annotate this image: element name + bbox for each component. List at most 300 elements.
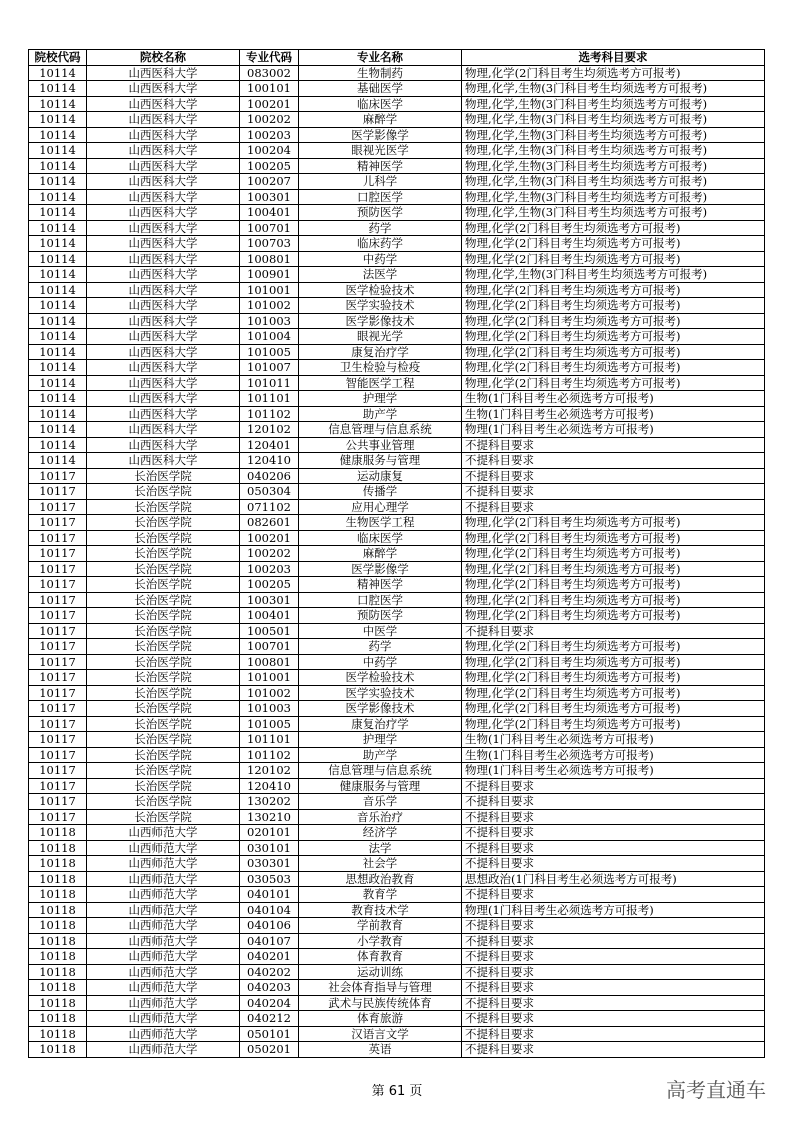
subject-requirement-cell: 生物(1门科目考生必须选考方可报考)	[462, 406, 765, 422]
subject-requirement-cell: 思想政治(1门科目考生必须选考方可报考)	[462, 871, 765, 887]
major-code-cell: 101003	[240, 701, 299, 717]
subject-requirement-cell: 不提科目要求	[462, 918, 765, 934]
subject-requirement-cell: 物理,化学(2门科目考生均须选考方可报考)	[462, 313, 765, 329]
school-code-cell: 10114	[29, 251, 87, 267]
major-name-cell: 药学	[299, 639, 462, 655]
subject-requirement-cell: 物理,化学(2门科目考生均须选考方可报考)	[462, 251, 765, 267]
major-code-cell: 100401	[240, 205, 299, 221]
table-row	[29, 670, 765, 686]
school-code-cell: 10114	[29, 453, 87, 469]
major-name-cell: 英语	[299, 1042, 462, 1058]
major-name-cell: 医学影像技术	[299, 701, 462, 717]
school-code-cell: 10114	[29, 205, 87, 221]
table-row	[29, 995, 765, 1011]
major-code-cell: 100207	[240, 174, 299, 190]
school-name-cell: 山西医科大学	[87, 112, 240, 128]
school-code-cell: 10118	[29, 933, 87, 949]
subject-requirement-cell: 不提科目要求	[462, 887, 765, 903]
table-row	[29, 406, 765, 422]
school-name-cell: 山西医科大学	[87, 453, 240, 469]
subject-requirement-cell: 物理,化学,生物(3门科目考生均须选考方可报考)	[462, 205, 765, 221]
table-row	[29, 453, 765, 469]
school-name-cell: 山西医科大学	[87, 65, 240, 81]
major-name-cell: 音乐学	[299, 794, 462, 810]
school-name-cell: 山西医科大学	[87, 313, 240, 329]
major-code-cell: 100301	[240, 189, 299, 205]
page-number: 第 61 页	[371, 1084, 423, 1099]
header-major-code: 专业代码	[240, 50, 299, 66]
school-name-cell: 山西师范大学	[87, 995, 240, 1011]
school-code-cell: 10118	[29, 980, 87, 996]
major-code-cell: 100204	[240, 143, 299, 159]
subject-requirement-cell: 物理,化学,生物(3门科目考生均须选考方可报考)	[462, 189, 765, 205]
major-name-cell: 精神医学	[299, 158, 462, 174]
school-name-cell: 山西医科大学	[87, 174, 240, 190]
school-code-cell: 10117	[29, 763, 87, 779]
major-code-cell: 050101	[240, 1026, 299, 1042]
table-row	[29, 809, 765, 825]
subject-requirement-cell: 物理,化学,生物(3门科目考生均须选考方可报考)	[462, 127, 765, 143]
table-row	[29, 298, 765, 314]
major-code-cell: 101102	[240, 747, 299, 763]
school-name-cell: 长治医学院	[87, 577, 240, 593]
major-code-cell: 040106	[240, 918, 299, 934]
school-code-cell: 10117	[29, 670, 87, 686]
school-name-cell: 长治医学院	[87, 499, 240, 515]
school-name-cell: 长治医学院	[87, 608, 240, 624]
school-code-cell: 10117	[29, 685, 87, 701]
subject-requirement-cell: 不提科目要求	[462, 1026, 765, 1042]
subject-requirement-cell: 物理,化学(2门科目考生均须选考方可报考)	[462, 530, 765, 546]
table-row	[29, 391, 765, 407]
major-name-cell: 基础医学	[299, 81, 462, 97]
subject-requirement-cell: 物理,化学,生物(3门科目考生均须选考方可报考)	[462, 81, 765, 97]
subject-requirement-cell: 物理,化学,生物(3门科目考生均须选考方可报考)	[462, 158, 765, 174]
school-name-cell: 山西医科大学	[87, 422, 240, 438]
table-row	[29, 329, 765, 345]
major-code-cell: 020101	[240, 825, 299, 841]
table-row	[29, 468, 765, 484]
subject-requirement-cell: 物理,化学(2门科目考生均须选考方可报考)	[462, 546, 765, 562]
subject-requirement-cell: 物理,化学(2门科目考生均须选考方可报考)	[462, 360, 765, 376]
major-name-cell: 体育教育	[299, 949, 462, 965]
major-code-cell: 030301	[240, 856, 299, 872]
major-name-cell: 运动康复	[299, 468, 462, 484]
school-code-cell: 10118	[29, 918, 87, 934]
school-code-cell: 10114	[29, 220, 87, 236]
major-code-cell: 100701	[240, 639, 299, 655]
header-school-name: 院校名称	[87, 50, 240, 66]
school-name-cell: 山西医科大学	[87, 267, 240, 283]
table-row	[29, 561, 765, 577]
brand-watermark: 高考直通车	[666, 1078, 766, 1102]
major-name-cell: 预防医学	[299, 205, 462, 221]
school-name-cell: 山西医科大学	[87, 406, 240, 422]
table-row	[29, 856, 765, 872]
major-name-cell: 医学实验技术	[299, 685, 462, 701]
major-code-cell: 100701	[240, 220, 299, 236]
school-code-cell: 10117	[29, 747, 87, 763]
major-name-cell: 卫生检验与检疫	[299, 360, 462, 376]
subject-requirement-cell: 不提科目要求	[462, 933, 765, 949]
subject-requirement-cell: 物理,化学(2门科目考生均须选考方可报考)	[462, 344, 765, 360]
school-code-cell: 10114	[29, 96, 87, 112]
school-code-cell: 10117	[29, 654, 87, 670]
school-code-cell: 10114	[29, 422, 87, 438]
subject-requirement-cell: 物理,化学(2门科目考生均须选考方可报考)	[462, 639, 765, 655]
subject-requirement-cell: 不提科目要求	[462, 1011, 765, 1027]
subject-requirement-cell: 物理,化学(2门科目考生均须选考方可报考)	[462, 592, 765, 608]
school-code-cell: 10117	[29, 608, 87, 624]
subject-requirement-cell: 不提科目要求	[462, 964, 765, 980]
major-name-cell: 麻醉学	[299, 546, 462, 562]
school-name-cell: 山西医科大学	[87, 329, 240, 345]
subject-requirement-cell: 不提科目要求	[462, 980, 765, 996]
major-code-cell: 082601	[240, 515, 299, 531]
major-name-cell: 医学实验技术	[299, 298, 462, 314]
school-name-cell: 山西医科大学	[87, 81, 240, 97]
major-code-cell: 100301	[240, 592, 299, 608]
school-name-cell: 长治医学院	[87, 794, 240, 810]
school-name-cell: 山西医科大学	[87, 360, 240, 376]
school-name-cell: 长治医学院	[87, 623, 240, 639]
major-name-cell: 中医学	[299, 623, 462, 639]
school-name-cell: 长治医学院	[87, 778, 240, 794]
header-school-code: 院校代码	[29, 50, 87, 66]
header-row	[29, 50, 765, 66]
table-row	[29, 964, 765, 980]
table-row	[29, 96, 765, 112]
major-name-cell: 信息管理与信息系统	[299, 763, 462, 779]
subject-requirement-cell: 物理,化学(2门科目考生均须选考方可报考)	[462, 716, 765, 732]
major-code-cell: 120401	[240, 437, 299, 453]
subject-requirement-cell: 物理,化学(2门科目考生均须选考方可报考)	[462, 577, 765, 593]
school-code-cell: 10117	[29, 639, 87, 655]
school-code-cell: 10117	[29, 530, 87, 546]
major-code-cell: 100703	[240, 236, 299, 252]
subject-requirement-cell: 物理,化学(2门科目考生均须选考方可报考)	[462, 670, 765, 686]
school-code-cell: 10114	[29, 65, 87, 81]
subject-requirement-cell: 不提科目要求	[462, 468, 765, 484]
school-code-cell: 10118	[29, 1026, 87, 1042]
subject-requirement-cell: 生物(1门科目考生必须选考方可报考)	[462, 732, 765, 748]
table-row	[29, 732, 765, 748]
school-code-cell: 10114	[29, 375, 87, 391]
school-name-cell: 长治医学院	[87, 809, 240, 825]
major-code-cell: 101003	[240, 313, 299, 329]
school-name-cell: 山西医科大学	[87, 189, 240, 205]
header-major-name: 专业名称	[299, 50, 462, 66]
school-name-cell: 山西师范大学	[87, 825, 240, 841]
table-row	[29, 360, 765, 376]
school-name-cell: 长治医学院	[87, 763, 240, 779]
major-name-cell: 康复治疗学	[299, 344, 462, 360]
table-row	[29, 887, 765, 903]
major-code-cell: 040104	[240, 902, 299, 918]
major-name-cell: 护理学	[299, 391, 462, 407]
subject-requirement-cell: 不提科目要求	[462, 1042, 765, 1058]
major-code-cell: 100205	[240, 577, 299, 593]
subject-requirement-cell: 不提科目要求	[462, 949, 765, 965]
school-code-cell: 10114	[29, 313, 87, 329]
major-code-cell: 100203	[240, 127, 299, 143]
subject-requirement-cell: 物理,化学,生物(3门科目考生均须选考方可报考)	[462, 143, 765, 159]
major-code-cell: 100202	[240, 112, 299, 128]
table-row	[29, 267, 765, 283]
school-code-cell: 10117	[29, 623, 87, 639]
school-code-cell: 10114	[29, 329, 87, 345]
school-name-cell: 长治医学院	[87, 592, 240, 608]
school-code-cell: 10117	[29, 468, 87, 484]
major-code-cell: 030503	[240, 871, 299, 887]
school-code-cell: 10117	[29, 561, 87, 577]
school-code-cell: 10114	[29, 236, 87, 252]
school-code-cell: 10114	[29, 81, 87, 97]
table-row	[29, 127, 765, 143]
major-code-cell: 100202	[240, 546, 299, 562]
table-row	[29, 112, 765, 128]
major-code-cell: 130202	[240, 794, 299, 810]
major-code-cell: 030101	[240, 840, 299, 856]
school-code-cell: 10114	[29, 174, 87, 190]
major-code-cell: 040206	[240, 468, 299, 484]
school-name-cell: 山西师范大学	[87, 949, 240, 965]
subject-requirement-cell: 不提科目要求	[462, 856, 765, 872]
subject-requirement-cell: 不提科目要求	[462, 778, 765, 794]
school-code-cell: 10114	[29, 158, 87, 174]
school-name-cell: 山西医科大学	[87, 220, 240, 236]
major-code-cell: 040101	[240, 887, 299, 903]
major-code-cell: 083002	[240, 65, 299, 81]
major-name-cell: 康复治疗学	[299, 716, 462, 732]
school-name-cell: 山西师范大学	[87, 918, 240, 934]
major-code-cell: 050201	[240, 1042, 299, 1058]
major-code-cell: 120410	[240, 778, 299, 794]
school-code-cell: 10114	[29, 267, 87, 283]
table-row	[29, 220, 765, 236]
school-code-cell: 10114	[29, 298, 87, 314]
major-name-cell: 生物制药	[299, 65, 462, 81]
school-name-cell: 长治医学院	[87, 670, 240, 686]
major-name-cell: 社会体育指导与管理	[299, 980, 462, 996]
major-code-cell: 040212	[240, 1011, 299, 1027]
school-code-cell: 10118	[29, 840, 87, 856]
major-code-cell: 101101	[240, 391, 299, 407]
school-name-cell: 山西医科大学	[87, 143, 240, 159]
table-row	[29, 716, 765, 732]
school-name-cell: 山西师范大学	[87, 980, 240, 996]
school-code-cell: 10114	[29, 112, 87, 128]
major-code-cell: 100801	[240, 654, 299, 670]
major-code-cell: 101101	[240, 732, 299, 748]
subject-requirement-cell: 不提科目要求	[462, 794, 765, 810]
major-name-cell: 中药学	[299, 654, 462, 670]
major-name-cell: 儿科学	[299, 174, 462, 190]
table-row	[29, 143, 765, 159]
school-name-cell: 长治医学院	[87, 654, 240, 670]
table-row	[29, 778, 765, 794]
subject-requirement-cell: 物理,化学,生物(3门科目考生均须选考方可报考)	[462, 174, 765, 190]
subject-requirement-cell: 不提科目要求	[462, 499, 765, 515]
table-row	[29, 871, 765, 887]
major-name-cell: 音乐治疗	[299, 809, 462, 825]
school-code-cell: 10117	[29, 778, 87, 794]
major-code-cell: 100401	[240, 608, 299, 624]
major-code-cell: 100205	[240, 158, 299, 174]
major-code-cell: 040204	[240, 995, 299, 1011]
major-name-cell: 临床医学	[299, 530, 462, 546]
table-row	[29, 422, 765, 438]
school-code-cell: 10118	[29, 825, 87, 841]
major-name-cell: 应用心理学	[299, 499, 462, 515]
table-row	[29, 639, 765, 655]
school-name-cell: 长治医学院	[87, 515, 240, 531]
major-name-cell: 医学影像技术	[299, 313, 462, 329]
major-name-cell: 智能医学工程	[299, 375, 462, 391]
table-row	[29, 654, 765, 670]
school-name-cell: 长治医学院	[87, 484, 240, 500]
table-row	[29, 205, 765, 221]
table-row	[29, 701, 765, 717]
subject-requirement-cell: 物理(1门科目考生必须选考方可报考)	[462, 763, 765, 779]
table-row	[29, 81, 765, 97]
major-code-cell: 101004	[240, 329, 299, 345]
major-code-cell: 100201	[240, 530, 299, 546]
subject-requirement-cell: 物理,化学(2门科目考生均须选考方可报考)	[462, 701, 765, 717]
subject-requirement-cell: 不提科目要求	[462, 437, 765, 453]
major-name-cell: 公共事业管理	[299, 437, 462, 453]
major-name-cell: 临床医学	[299, 96, 462, 112]
major-name-cell: 医学检验技术	[299, 282, 462, 298]
table-row	[29, 577, 765, 593]
subject-requirement-cell: 物理,化学,生物(3门科目考生均须选考方可报考)	[462, 267, 765, 283]
table-row	[29, 763, 765, 779]
school-name-cell: 山西医科大学	[87, 375, 240, 391]
major-code-cell: 050304	[240, 484, 299, 500]
school-code-cell: 10114	[29, 437, 87, 453]
school-name-cell: 山西医科大学	[87, 127, 240, 143]
school-name-cell: 山西师范大学	[87, 887, 240, 903]
major-code-cell: 100801	[240, 251, 299, 267]
major-name-cell: 武术与民族传统体育	[299, 995, 462, 1011]
school-name-cell: 长治医学院	[87, 716, 240, 732]
major-code-cell: 040202	[240, 964, 299, 980]
school-name-cell: 长治医学院	[87, 701, 240, 717]
school-name-cell: 山西师范大学	[87, 856, 240, 872]
subject-requirement-cell: 不提科目要求	[462, 484, 765, 500]
school-name-cell: 山西医科大学	[87, 437, 240, 453]
school-code-cell: 10117	[29, 546, 87, 562]
school-name-cell: 山西医科大学	[87, 96, 240, 112]
table-row	[29, 344, 765, 360]
major-name-cell: 口腔医学	[299, 592, 462, 608]
subject-requirement-cell: 不提科目要求	[462, 825, 765, 841]
subject-requirement-cell: 物理,化学(2门科目考生均须选考方可报考)	[462, 515, 765, 531]
school-code-cell: 10117	[29, 732, 87, 748]
school-code-cell: 10117	[29, 577, 87, 593]
major-code-cell: 040201	[240, 949, 299, 965]
table-row	[29, 623, 765, 639]
major-code-cell: 040107	[240, 933, 299, 949]
major-name-cell: 口腔医学	[299, 189, 462, 205]
school-code-cell: 10117	[29, 794, 87, 810]
table-row	[29, 794, 765, 810]
school-name-cell: 长治医学院	[87, 546, 240, 562]
table-row	[29, 1042, 765, 1058]
school-code-cell: 10114	[29, 282, 87, 298]
major-code-cell: 101001	[240, 670, 299, 686]
school-name-cell: 山西医科大学	[87, 391, 240, 407]
school-name-cell: 长治医学院	[87, 468, 240, 484]
school-name-cell: 山西师范大学	[87, 840, 240, 856]
table-row	[29, 236, 765, 252]
school-code-cell: 10118	[29, 964, 87, 980]
school-code-cell: 10118	[29, 1011, 87, 1027]
subject-requirement-cell: 不提科目要求	[462, 840, 765, 856]
school-code-cell: 10118	[29, 871, 87, 887]
school-name-cell: 山西医科大学	[87, 344, 240, 360]
table-row	[29, 825, 765, 841]
major-name-cell: 法医学	[299, 267, 462, 283]
table-row	[29, 484, 765, 500]
subject-requirement-cell: 物理,化学(2门科目考生均须选考方可报考)	[462, 236, 765, 252]
table-row	[29, 515, 765, 531]
school-code-cell: 10114	[29, 344, 87, 360]
table-row	[29, 592, 765, 608]
school-name-cell: 长治医学院	[87, 530, 240, 546]
table-row	[29, 65, 765, 81]
major-name-cell: 助产学	[299, 406, 462, 422]
school-code-cell: 10117	[29, 499, 87, 515]
table-row	[29, 933, 765, 949]
school-name-cell: 山西医科大学	[87, 205, 240, 221]
table-row	[29, 902, 765, 918]
school-code-cell: 10114	[29, 391, 87, 407]
major-name-cell: 药学	[299, 220, 462, 236]
school-name-cell: 山西医科大学	[87, 236, 240, 252]
header-subject-requirement: 选考科目要求	[462, 50, 765, 66]
table-row	[29, 840, 765, 856]
table-row	[29, 282, 765, 298]
school-code-cell: 10117	[29, 809, 87, 825]
subject-requirement-cell: 物理,化学(2门科目考生均须选考方可报考)	[462, 608, 765, 624]
major-name-cell: 医学检验技术	[299, 670, 462, 686]
table-row	[29, 608, 765, 624]
school-name-cell: 山西师范大学	[87, 871, 240, 887]
major-name-cell: 运动训练	[299, 964, 462, 980]
major-name-cell: 健康服务与管理	[299, 453, 462, 469]
school-name-cell: 长治医学院	[87, 639, 240, 655]
school-code-cell: 10117	[29, 716, 87, 732]
major-name-cell: 护理学	[299, 732, 462, 748]
major-name-cell: 汉语言文学	[299, 1026, 462, 1042]
major-name-cell: 思想政治教育	[299, 871, 462, 887]
school-name-cell: 山西师范大学	[87, 902, 240, 918]
school-code-cell: 10118	[29, 856, 87, 872]
table-row	[29, 437, 765, 453]
major-code-cell: 101007	[240, 360, 299, 376]
school-code-cell: 10117	[29, 701, 87, 717]
school-name-cell: 山西师范大学	[87, 964, 240, 980]
subject-requirement-cell: 不提科目要求	[462, 809, 765, 825]
subject-requirement-cell: 物理,化学(2门科目考生均须选考方可报考)	[462, 561, 765, 577]
major-code-cell: 071102	[240, 499, 299, 515]
major-code-cell: 101001	[240, 282, 299, 298]
major-code-cell: 040203	[240, 980, 299, 996]
major-name-cell: 中药学	[299, 251, 462, 267]
major-code-cell: 120410	[240, 453, 299, 469]
school-name-cell: 山西师范大学	[87, 1026, 240, 1042]
